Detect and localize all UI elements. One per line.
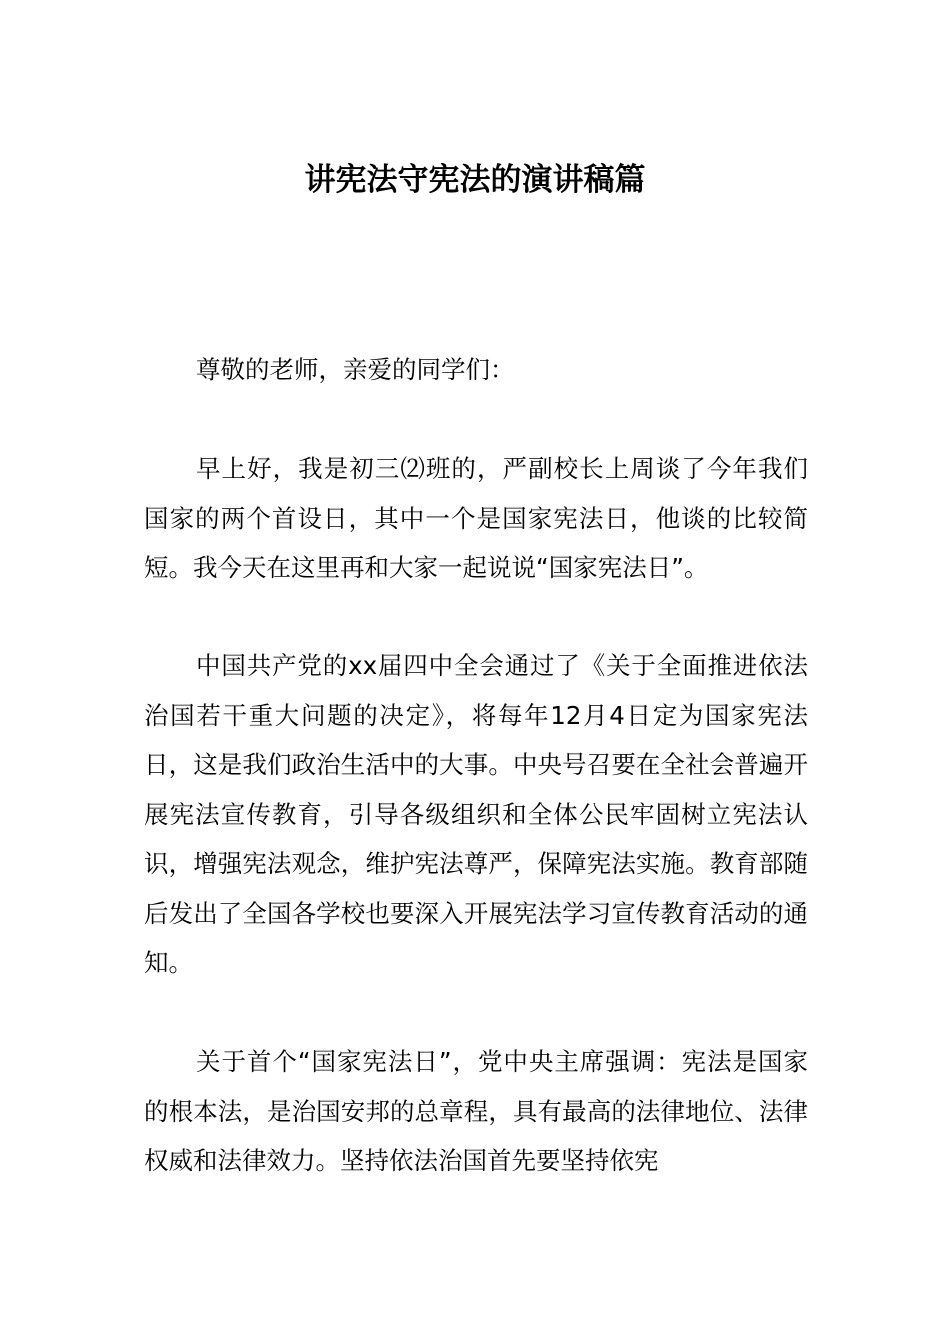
paragraph-significance: 关于首个“国家宪法日”，党中央主席强调：宪法是国家的根本法，是治国安邦的总章程，具有最高的法律地位、法律权威和法律效力。坚持依法治国首先要坚持依宪 bbox=[144, 1047, 808, 1175]
paragraph-greeting: 尊敬的老师，亲爱的同学们： bbox=[196, 355, 515, 384]
paragraph-intro: 早上好，我是初三⑵班的，严副校长上周谈了今年我们国家的两个首设日，其中一个是国家宪法日，他谈的比较简短。我今天在这里再和大家一起说说“国家宪法日”。 bbox=[144, 454, 808, 582]
document-title: 讲宪法守宪法的演讲稿篇 bbox=[304, 162, 646, 198]
paragraph-background: 中国共产党的xx届四中全会通过了《关于全面推进依法治国若干重大问题的决定》，将每年12月4日定为国家宪法日，这是我们政治生活中的大事。中央号召要在全社会普遍开展宪法宣传教育，引导各级组织和全体公民牢固树立宪法认识，增强宪法观念，维护宪法尊严，保障宪法实施。教育部随后发出了全国各学校也要深入开展宪法学习宣传教育活动的通知。 bbox=[144, 651, 808, 977]
